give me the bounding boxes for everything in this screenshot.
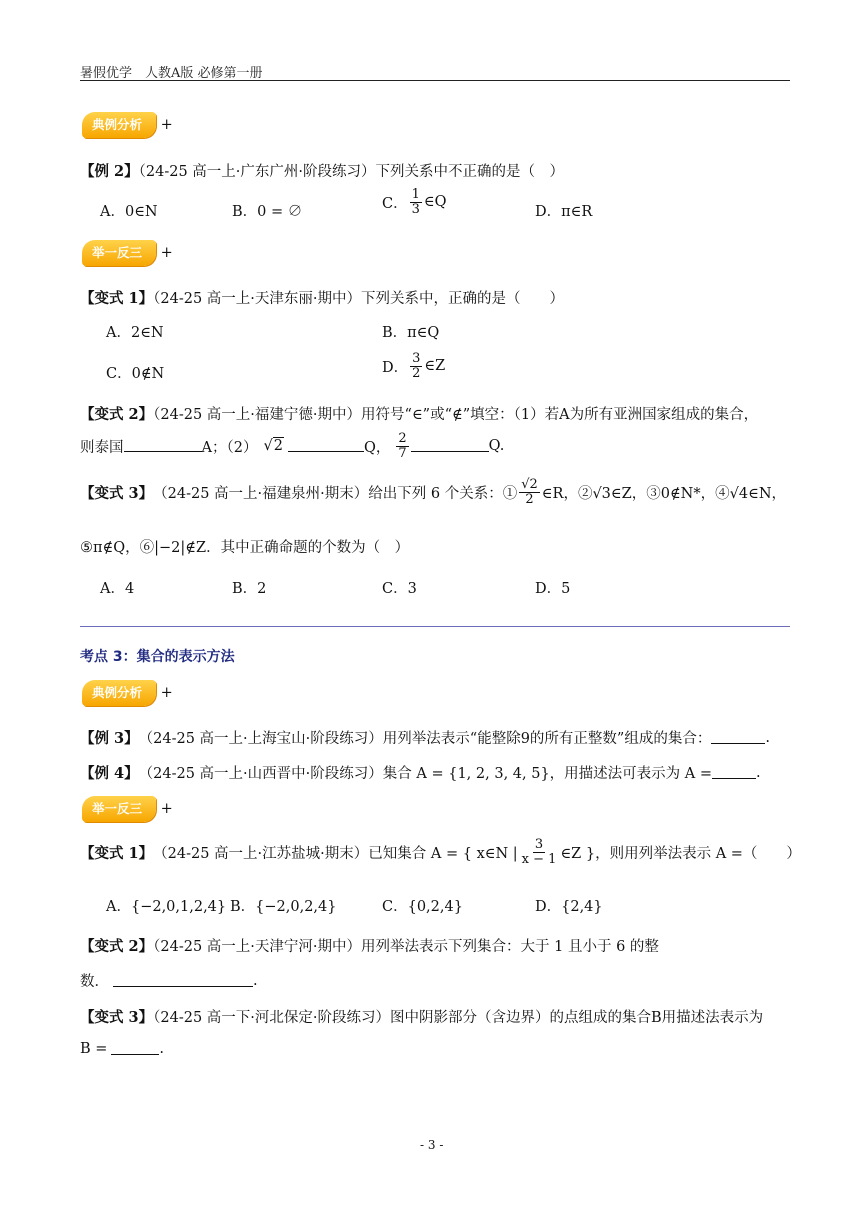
option-b: B．{−2,0,2,4} (230, 899, 337, 915)
sparkle-icon: + (160, 117, 173, 133)
sparkle-icon: + (160, 801, 173, 817)
variant-3-line-2: ⑤π∉Q，⑥|−2|∉Z．其中正确命题的个数为（ ） (80, 540, 410, 556)
question-tag: 【例 2】 (80, 163, 139, 180)
option-c (382, 188, 447, 216)
example-badge-label: 典例分析 (82, 112, 156, 138)
sqrt: √2 (263, 438, 283, 455)
question-tag: 【例 3】 (80, 730, 139, 747)
option-c-label: C． (382, 195, 408, 212)
fraction (519, 478, 540, 506)
fraction-numerator: 3 (534, 837, 544, 852)
question-tag: 【变式 3】 (80, 1009, 154, 1026)
text: B = (80, 1041, 108, 1057)
option-b: B．π∈Q (382, 325, 440, 341)
variant-badge (82, 240, 173, 266)
fraction-numerator: √2 (521, 477, 538, 492)
question-stem: 已知集合 A = { x∈N | (368, 845, 518, 862)
answer-blank (288, 440, 364, 452)
fraction (396, 432, 408, 460)
variant-2-set (80, 935, 659, 956)
question-source: （24-25 高一上·江苏盐城·期末） (153, 845, 369, 862)
variant-2-set-line-2: 数． . (80, 970, 258, 991)
variant-1 (80, 287, 564, 308)
text: ∈R，②√3∈Z，③0∉N*，④√4∈N， (541, 485, 787, 502)
section-rule (80, 626, 790, 627)
question-source: （24-25 高一上·福建泉州·期末） (153, 485, 369, 502)
question-tag: 【变式 2】 (80, 406, 154, 423)
fraction-numerator: 1 (411, 187, 420, 202)
sqrt-radicand: 2 (273, 438, 283, 455)
option-d-rest: ∈Z (424, 358, 446, 375)
page-number: - 3 - (420, 1138, 444, 1152)
fraction (520, 838, 559, 866)
question-source: （24-25 高一上·上海宝山·阶段练习） (138, 731, 383, 747)
option-d (382, 352, 445, 380)
example-2 (80, 160, 564, 181)
answer-blank (411, 440, 489, 452)
option-a: A．4 (100, 581, 135, 597)
question-source: （24-25 高一上·福建宁德·期中） (153, 407, 362, 423)
header-rule (80, 80, 790, 81)
sparkle-icon: + (160, 245, 173, 261)
question-tag: 【例 4】 (80, 765, 139, 782)
option-a: A．{−2,0,1,2,4} (106, 899, 227, 915)
question-stem: 下列关系中，正确的是（ ） (361, 291, 565, 307)
option-c: C．0∉N (106, 366, 165, 382)
header-title: 暑假优学 人教A版 必修第一册 (80, 66, 263, 81)
example-3: 【例 3】 （24-25 高一上·上海宝山·阶段练习） 用列举法表示“能整除9的所有正整数”组成的集合： . (80, 727, 770, 748)
variant-3-set-line-2: B = . (80, 1041, 165, 1057)
question-tag: 【变式 3】 (80, 484, 154, 502)
option-b: B．0 = ∅ (232, 204, 303, 220)
text: Q， (363, 439, 391, 456)
variant-2-line-2 (80, 432, 504, 460)
variant-badge-label: 举一反三 (82, 796, 156, 822)
fraction (410, 188, 422, 216)
variant-1-set (80, 838, 801, 866)
option-d-label: D． (382, 359, 409, 376)
option-c: C．{0,2,4} (382, 899, 463, 915)
fraction (410, 352, 422, 380)
question-stem: 给出下列 6 个关系：① (368, 485, 518, 502)
question-stem: 集合 A = {1, 2, 3, 4, 5}，用描述法可表示为 A = (382, 766, 713, 782)
fraction-denominator: 2 (525, 491, 534, 507)
text: A；（2） (201, 439, 258, 456)
question-source: （24-25 高一下·河北保定·阶段练习） (153, 1010, 391, 1026)
option-d: D．{2,4} (535, 899, 603, 915)
question-stem: 用列举法表示“能整除9的所有正整数”组成的集合： (382, 731, 712, 747)
example-badge (82, 112, 173, 138)
sparkle-icon: + (160, 685, 173, 701)
text: 数． (80, 974, 109, 990)
option-b: B．2 (232, 581, 267, 597)
question-source: （24-25 高一上·天津东丽·期中） (153, 291, 362, 307)
answer-blank (111, 1043, 159, 1055)
example-badge (82, 680, 173, 706)
question-source: （24-25 高一上·山西晋中·阶段练习） (138, 766, 383, 782)
fraction-denominator: x − 1 (521, 851, 557, 867)
variant-3 (80, 478, 786, 506)
fraction-denominator: 7 (398, 445, 407, 461)
fraction-numerator: 2 (398, 431, 407, 446)
option-a: A．2∈N (106, 325, 164, 341)
question-stem: 用列举法表示下列集合：大于 1 且小于 6 的整 (361, 939, 659, 955)
question-source: （24-25 高一上·广东广州·阶段练习） (138, 164, 376, 180)
section-title: 考点 3：集合的表示方法 (80, 649, 235, 665)
question-tag: 【变式 1】 (80, 844, 154, 862)
variant-3-set (80, 1006, 763, 1027)
question-stem: 用符号“∈”或“∉”填空：（1）若A为所有亚洲国家组成的集合， (361, 407, 759, 423)
variant-2 (80, 403, 758, 424)
example-badge-label: 典例分析 (82, 680, 156, 706)
text: 则泰国 (80, 439, 124, 456)
question-source: （24-25 高一上·天津宁河·期中） (153, 939, 362, 955)
answer-blank (712, 767, 756, 779)
variant-badge (82, 796, 173, 822)
question-tag: 【变式 1】 (80, 290, 154, 307)
example-4: 【例 4】 （24-25 高一上·山西晋中·阶段练习） 集合 A = {1, 2, 3, 4, 5}，用描述法可表示为 A = . (80, 762, 761, 783)
option-c: C．3 (382, 581, 417, 597)
question-stem-rest: ∈Z }，则用列举法表示 A =（ ） (560, 845, 801, 862)
option-c-rest: ∈Q (423, 194, 447, 211)
fraction-denominator: 2 (412, 365, 421, 381)
text: Q. (488, 438, 505, 455)
option-a: A．0∈N (100, 204, 158, 220)
question-stem: 图中阴影部分（含边界）的点组成的集合B用描述法表示为 (390, 1010, 764, 1026)
option-d: D．π∈R (535, 204, 593, 220)
fraction-numerator: 3 (412, 351, 421, 366)
answer-blank (113, 975, 253, 987)
answer-blank (711, 732, 765, 744)
question-stem: 下列关系中不正确的是（ ） (375, 164, 565, 180)
question-tag: 【变式 2】 (80, 938, 154, 955)
variant-badge-label: 举一反三 (82, 240, 156, 266)
fraction-denominator: 3 (411, 201, 420, 217)
answer-blank (124, 440, 202, 452)
option-d: D．5 (535, 581, 571, 597)
